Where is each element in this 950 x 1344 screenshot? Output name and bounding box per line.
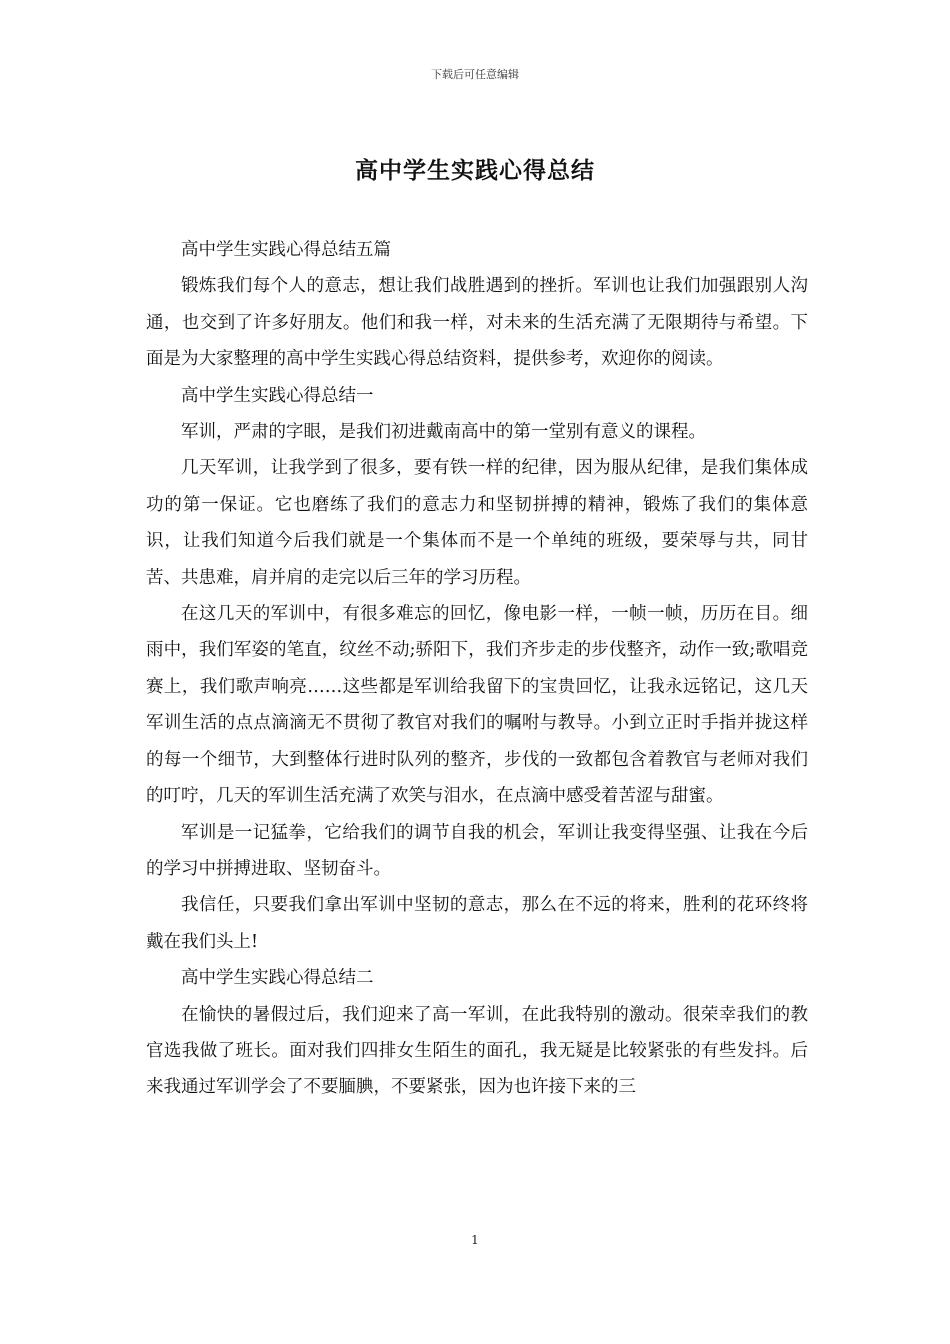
body-paragraph: 我信任，只要我们拿出军训中坚韧的意志，那么在不远的将来，胜利的花环终将戴在我们头上! [146,895,808,952]
subtitle-paragraph: 高中学生实践心得总结五篇 [181,240,391,260]
body-paragraph: 几天军训，让我学到了很多，要有铁一样的纪律，因为服从纪律，是我们集体成功的第一保证。它也磨练了我们的意志力和坚韧拼搏的精神，锻炼了我们的集体意识，让我们知道今后我们就是一个集体而不是一个单纯的班级，要荣辱与共，同甘苦、共患难，肩并肩的走完以后三年的学习历程。 [146,458,808,588]
body-paragraph: 在这几天的军训中，有很多难忘的回忆，像电影一样，一帧一帧，历历在目。细雨中，我们军姿的笔直，纹丝不动;骄阳下，我们齐步走的步伐整齐，动作一致;歌唱竞赛上，我们歌声响亮……这些都是军训给我留下的宝贵回忆，让我永远铭记，这几天军训生活的点点滴滴无不贯彻了教官对我们的嘱咐与教导。小到立正时手指并拢这样的每一个细节，大到整体行进时队列的整齐，步伐的一致都包含着教官与老师对我们的叮咛，几天的军训生活充满了欢笑与泪水，在点滴中感受着苦涩与甜蜜。 [146,604,808,807]
intro-paragraph: 锻炼我们每个人的意志，想让我们战胜遇到的挫折。军训也让我们加强跟别人沟通，也交到了许多好朋友。他们和我一样，对未来的生活充满了无限期待与希望。下面是为大家整理的高中学生实践心得总结资料，提供参考，欢迎你的阅读。 [146,276,808,370]
document-title: 高中学生实践心得总结 [355,157,595,184]
body-paragraph: 军训是一记猛拳，它给我们的调节自我的机会，军训让我变得坚强、让我在今后的学习中拼搏进取、坚韧奋斗。 [146,822,808,879]
body-paragraph: 在愉快的暑假过后，我们迎来了高一军训，在此我特别的激动。很荣幸我们的教官选我做了班长。面对我们四排女生陌生的面孔，我无疑是比较紧张的有些发抖。后来我通过军训学会了不要腼腆，不要紧张，因为也许接下来的三 [146,1004,808,1098]
page-header-note: 下载后可任意编辑 [431,68,519,81]
section-heading-one: 高中学生实践心得总结一 [181,385,374,406]
body-paragraph: 军训，严肃的字眼，是我们初进戴南高中的第一堂别有意义的课程。 [181,422,706,443]
document-body [146,232,808,1106]
page-number: 1 [471,1233,479,1247]
section-heading-two: 高中学生实践心得总结二 [181,968,374,989]
